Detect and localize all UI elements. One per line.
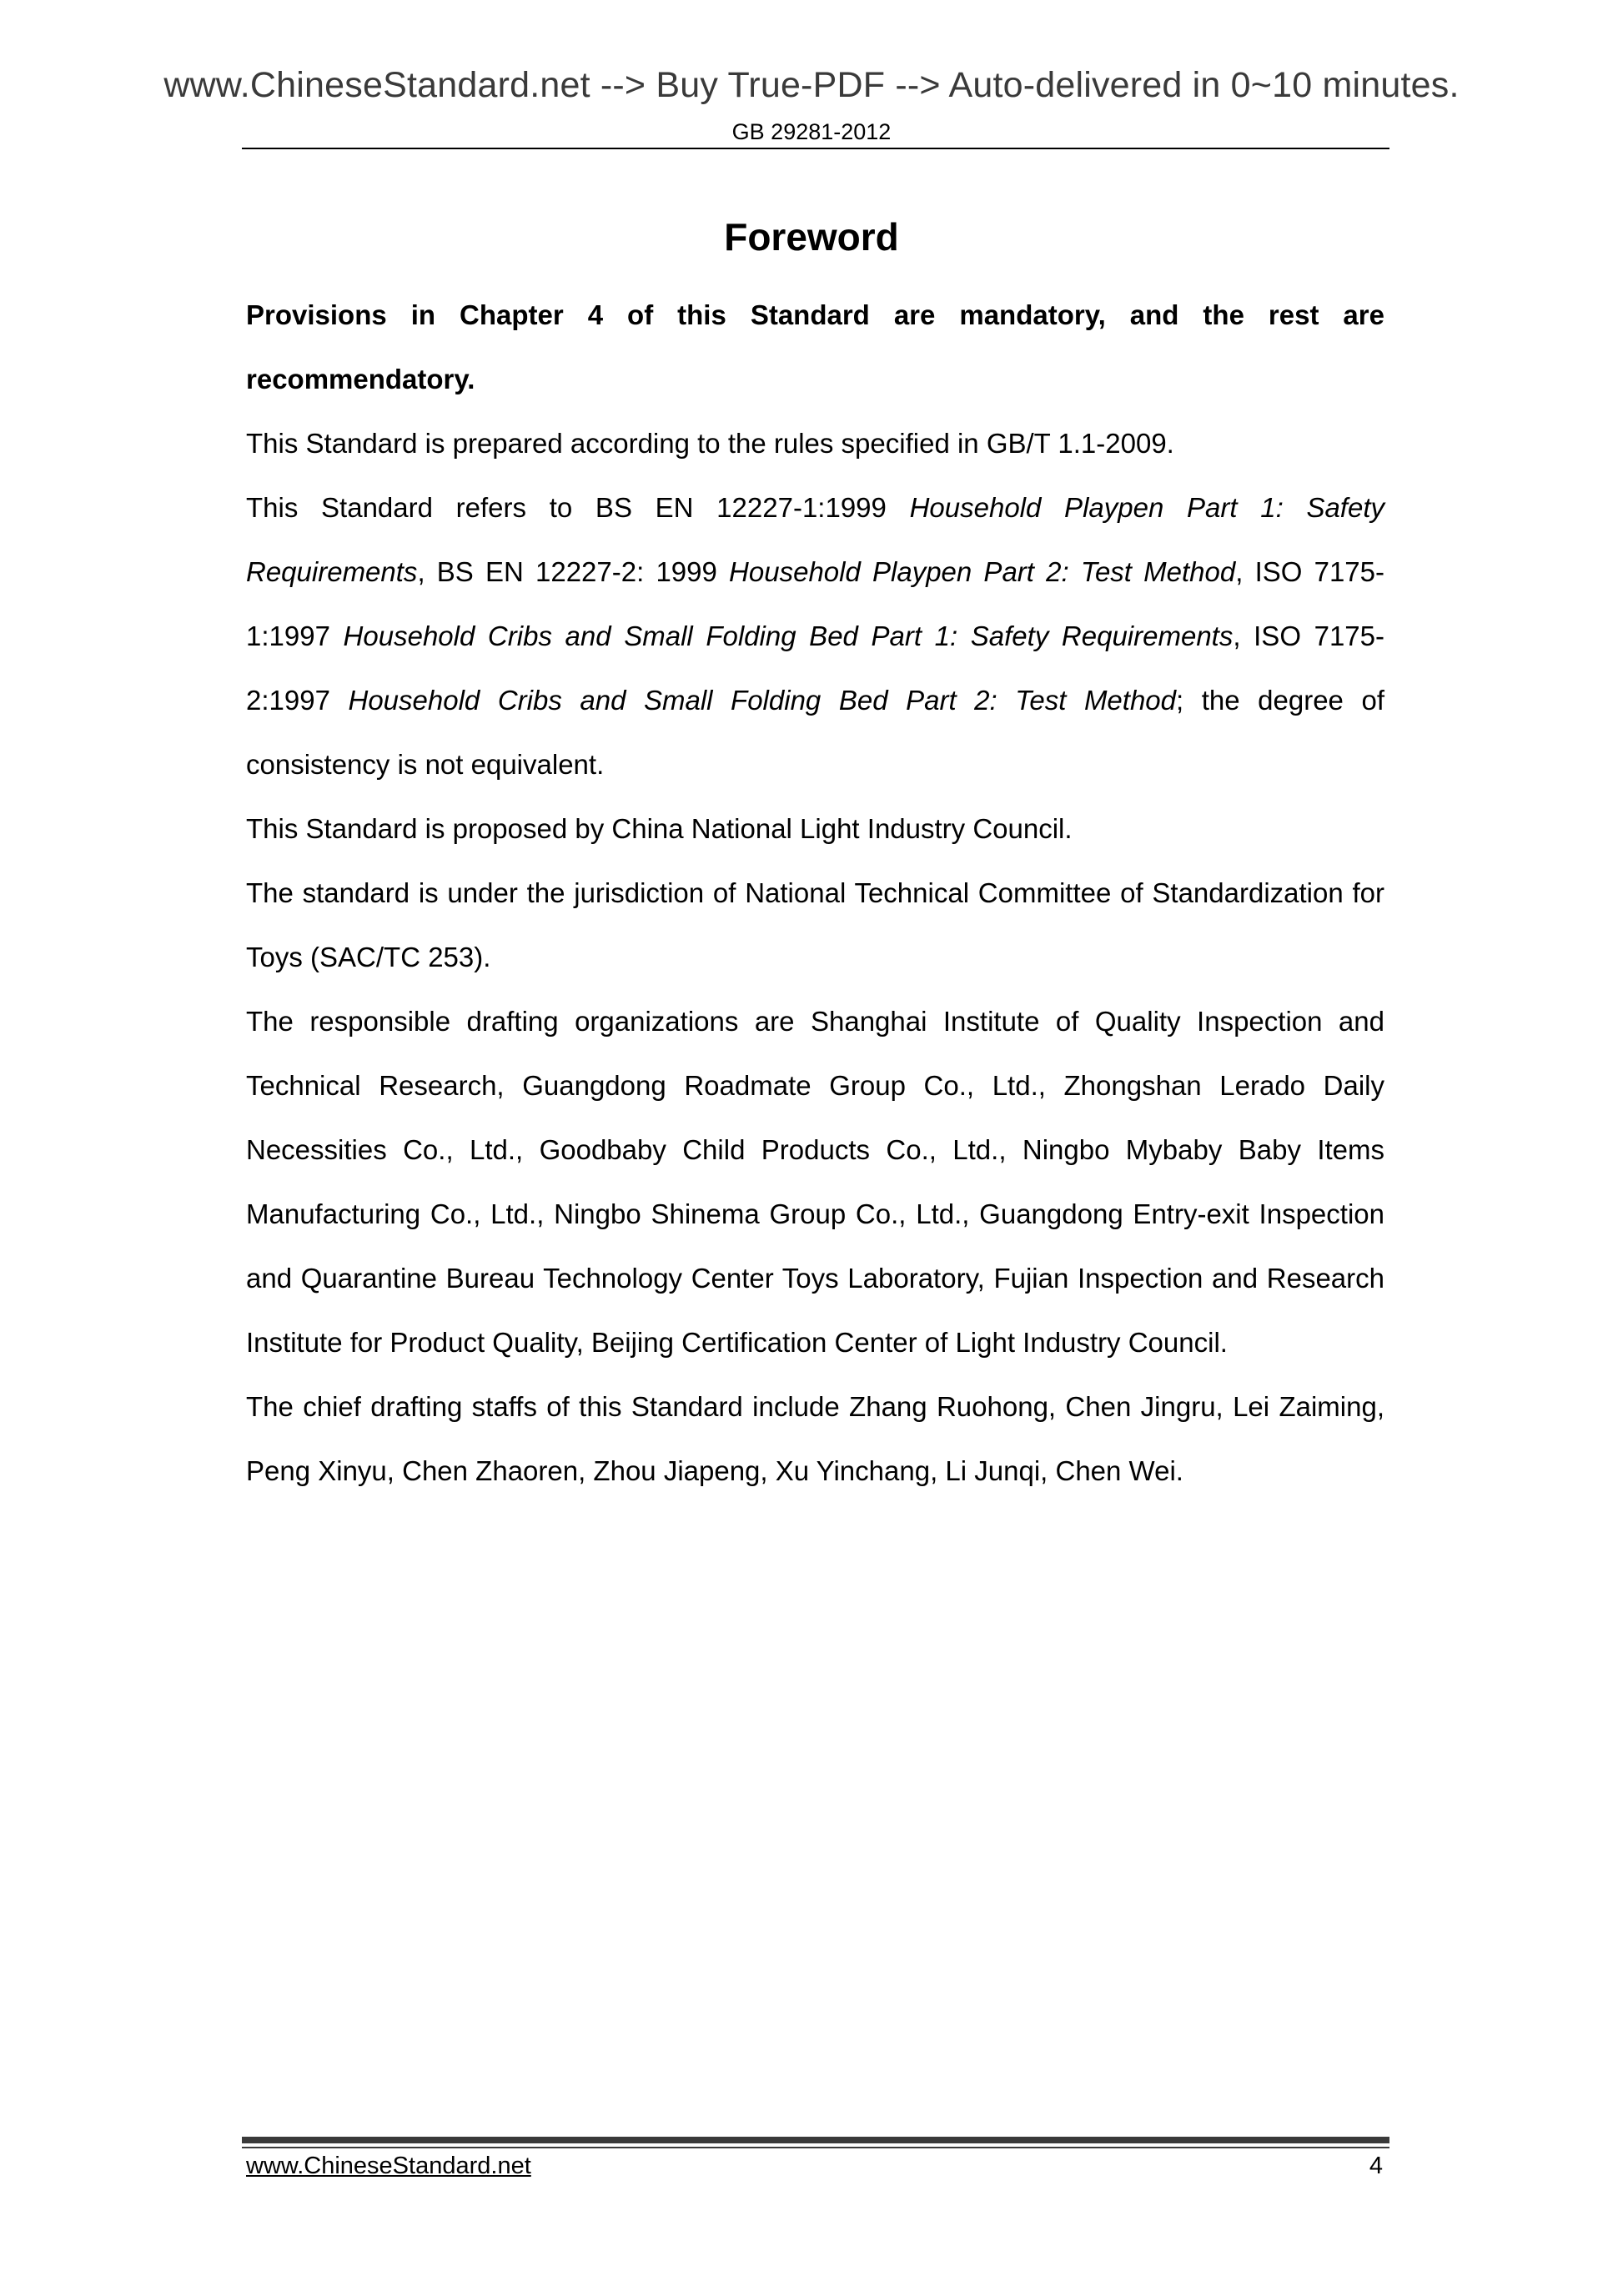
ref-text-5: ; the degree of consistency is not equivalent. (246, 685, 1384, 780)
ref-title-4: Household Cribs and Small Folding Bed Part 2: Test Method (348, 685, 1177, 716)
page-number: 4 (1369, 2153, 1383, 2179)
ref-title-3: Household Cribs and Small Folding Bed Part 1: Safety Requirements (343, 620, 1234, 651)
standard-code: GB 29281-2012 (731, 119, 892, 144)
ref-text-3: , ISO 7175-1:1997 (246, 556, 1385, 651)
paragraph-prepared-rules: This Standard is prepared according to the rules specified in GB/T 1.1-2009. (246, 428, 1174, 459)
paragraph-proposed-by: This Standard is proposed by China National Light Industry Council. (246, 813, 1073, 844)
paragraph-references (246, 475, 1384, 796)
paragraph-drafting-staff: The chief drafting staffs of this Standard include Zhang Ruohong, Chen Jingru, Lei Zaiming, Peng Xinyu, Chen Zhaoren, Zhou Jiapeng, Xu Yinchang, Li Junqi, Chen Wei. (246, 1391, 1384, 1486)
paragraph-jurisdiction: The standard is under the jurisdiction of National Technical Committee of Standardization for Toys (SAC/TC 253). (246, 877, 1384, 972)
ref-title-1: Household Playpen Part 1: Safety Requirements (246, 492, 1384, 587)
ref-text-1: This Standard refers to BS EN 12227-1:1999 (246, 492, 910, 523)
footer-divider-thick (242, 2137, 1389, 2143)
header-banner[interactable]: www.ChineseStandard.net --> Buy True-PDF --> Auto-delivered in 0~10 minutes. (163, 65, 1460, 105)
ref-title-2: Household Playpen Part 2: Test Method (729, 556, 1236, 587)
ref-text-2: , BS EN 12227-2: 1999 (417, 556, 730, 587)
footer-site-link[interactable]: www.ChineseStandard.net (246, 2153, 531, 2179)
page-title: Foreword (724, 215, 899, 259)
header-divider (242, 148, 1389, 149)
paragraph-drafting-organizations: The responsible drafting organizations are Shanghai Institute of Quality Inspection and Technical Research, Guangdong Roadmate Group Co., Ltd., Zhongshan Lerado Daily Necessities Co., Ltd., Goodbaby Child Products Co., Ltd., Ningbo Mybaby Baby Items Manufacturing Co., Ltd., Ningbo Shinema Group Co., Ltd., Guangdong Entry-exit Inspection and Quarantine Bureau Technology Center Toys Laboratory, Fujian Inspection and Research Institute for Product Quality, Beijing Certification Center of Light Industry Council. (246, 1006, 1384, 1358)
ref-text-4: , ISO 7175-2:1997 (246, 620, 1384, 716)
paragraph-mandatory-provisions: Provisions in Chapter 4 of this Standard are mandatory, and the rest are recommendatory. (246, 299, 1384, 394)
foreword-body (246, 283, 1384, 1503)
footer-divider-thin (242, 2147, 1389, 2148)
